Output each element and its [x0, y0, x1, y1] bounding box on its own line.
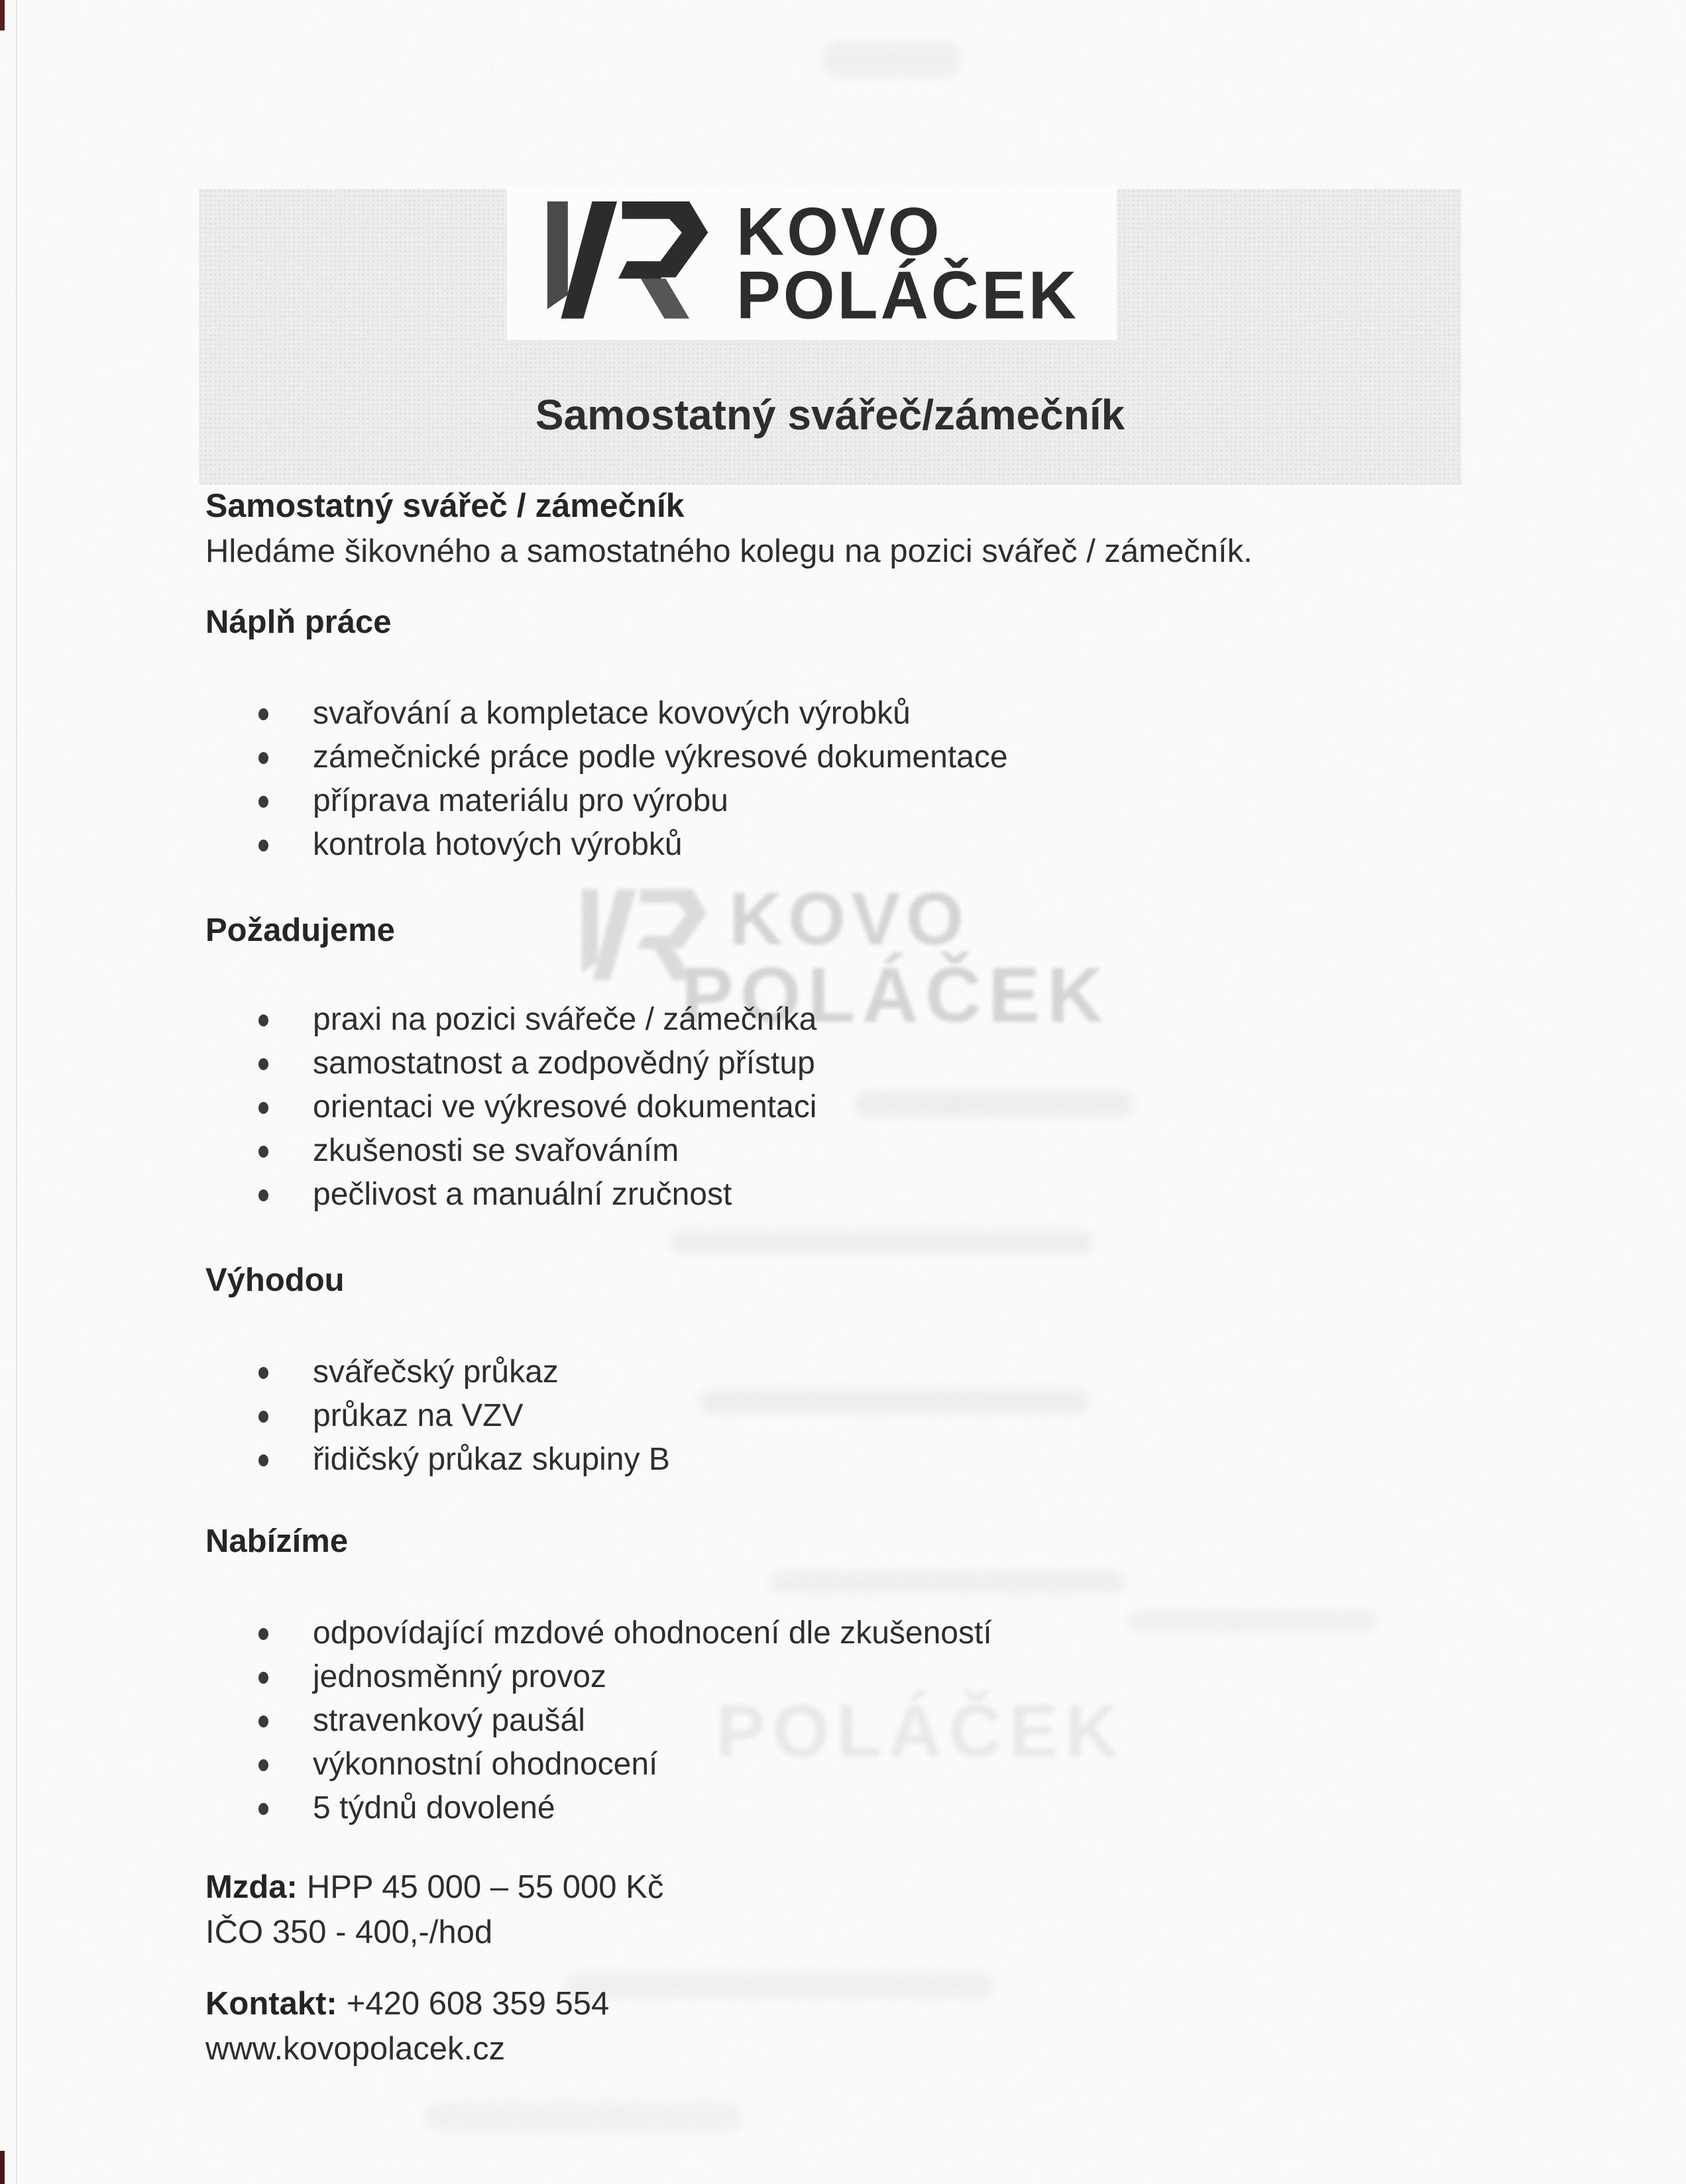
- list-napln-prace: [205, 692, 1008, 867]
- scan-smudge: [855, 1091, 1133, 1117]
- bullet-icon: [258, 1716, 268, 1727]
- list-pozadujeme: [205, 998, 816, 1217]
- salary-label: Mzda:: [205, 1869, 298, 1905]
- list-item: stravenkový paušál: [205, 1699, 992, 1743]
- section-heading-napln-prace: Náplň práce: [205, 604, 392, 640]
- bleedthrough-word: POLÁČEK: [716, 1690, 1125, 1773]
- bullet-icon: [258, 1803, 268, 1815]
- bullet-icon: [258, 1672, 268, 1684]
- kr-monogram-icon: [545, 201, 711, 326]
- scan-smudge: [563, 1971, 994, 1999]
- bullet-icon: [258, 1454, 268, 1466]
- list-item: průkaz na VZV: [205, 1394, 670, 1438]
- bullet-icon: [258, 752, 268, 764]
- logo-line-kovo: KOVO: [736, 193, 942, 270]
- bullet-icon: [258, 1189, 268, 1201]
- section-heading-pozadujeme: Požadujeme: [205, 912, 395, 948]
- bleedthrough-text-kovo: KOVO: [729, 877, 969, 960]
- list-item: řidičský průkaz skupiny B: [205, 1438, 670, 1482]
- list-item: praxi na pozici svářeče / zámečníka: [205, 998, 816, 1042]
- bullet-icon: [258, 1102, 268, 1114]
- bullet-icon: [258, 1759, 268, 1771]
- salary-value: HPP 45 000 – 55 000 Kč: [306, 1869, 664, 1905]
- bullet-icon: [258, 1146, 268, 1158]
- list-item: jednosměnný provoz: [205, 1655, 992, 1699]
- list-vyhodou: [205, 1350, 670, 1482]
- bullet-icon: [258, 708, 268, 720]
- bullet-icon: [258, 840, 268, 851]
- list-item: příprava materiálu pro výrobu: [205, 779, 1008, 823]
- list-item: výkonnostní ohodnocení: [205, 1743, 992, 1786]
- salary-line: [205, 1870, 663, 1906]
- contact-phone: +420 608 359 554: [346, 1986, 610, 2022]
- bullet-icon: [258, 1014, 268, 1026]
- scan-smudge: [669, 1230, 1094, 1254]
- scan-smudge: [1127, 1610, 1378, 1633]
- scan-red-mark-top: [0, 0, 5, 30]
- scan-edge-line: [16, 0, 17, 2184]
- position-heading: Samostatný svářeč / zámečník: [205, 487, 685, 524]
- section-heading-nabizime: Nabízíme: [205, 1523, 349, 1559]
- company-logo-text: [736, 193, 1079, 334]
- bullet-icon: [258, 1058, 268, 1070]
- list-item: samostatnost a zodpovědný přístup: [205, 1042, 816, 1085]
- list-item: zkušenosti se svařováním: [205, 1129, 816, 1173]
- bullet-icon: [258, 796, 268, 808]
- bullet-icon: [258, 1367, 268, 1379]
- company-logo: [507, 188, 1117, 340]
- bullet-icon: [258, 1628, 268, 1640]
- scan-red-mark-bottom: [0, 2151, 5, 2184]
- list-item: orientaci ve výkresové dokumentaci: [205, 1085, 816, 1129]
- scan-smudge: [699, 1389, 1090, 1414]
- salary-line-ico: IČO 350 - 400,-/hod: [205, 1914, 493, 1950]
- list-item: svářečský průkaz: [205, 1350, 670, 1394]
- list-item: zámečnické práce podle výkresové dokumentace: [205, 736, 1008, 779]
- section-heading-vyhodou: Výhodou: [205, 1262, 345, 1298]
- list-item: pečlivost a manuální zručnost: [205, 1173, 816, 1217]
- list-item: 5 týdnů dovolené: [205, 1786, 992, 1830]
- contact-label: Kontakt:: [205, 1986, 337, 2022]
- scan-smudge: [822, 41, 961, 78]
- list-item: odpovídající mzdové ohodnocení dle zkušeností: [205, 1611, 992, 1655]
- bleedthrough-text-polacek: POLÁČEK: [681, 952, 1110, 1039]
- list-item: kontrola hotových výrobků: [205, 823, 1008, 867]
- intro-text: Hledáme šikovného a samostatného kolegu na pozici svářeč / zámečník.: [205, 533, 1253, 569]
- list-item: svařování a kompletace kovových výrobků: [205, 692, 1008, 736]
- page-title: Samostatný svářeč/zámečník: [535, 391, 1125, 439]
- bullet-icon: [258, 1411, 268, 1423]
- logo-line-polacek: POLÁČEK: [736, 257, 1079, 334]
- scan-smudge: [769, 1570, 1127, 1594]
- scan-smudge: [424, 2101, 742, 2132]
- list-nabizime: [205, 1611, 992, 1830]
- contact-line: [205, 1987, 609, 2022]
- website-link: www.kovopolacek.cz: [205, 2031, 506, 2067]
